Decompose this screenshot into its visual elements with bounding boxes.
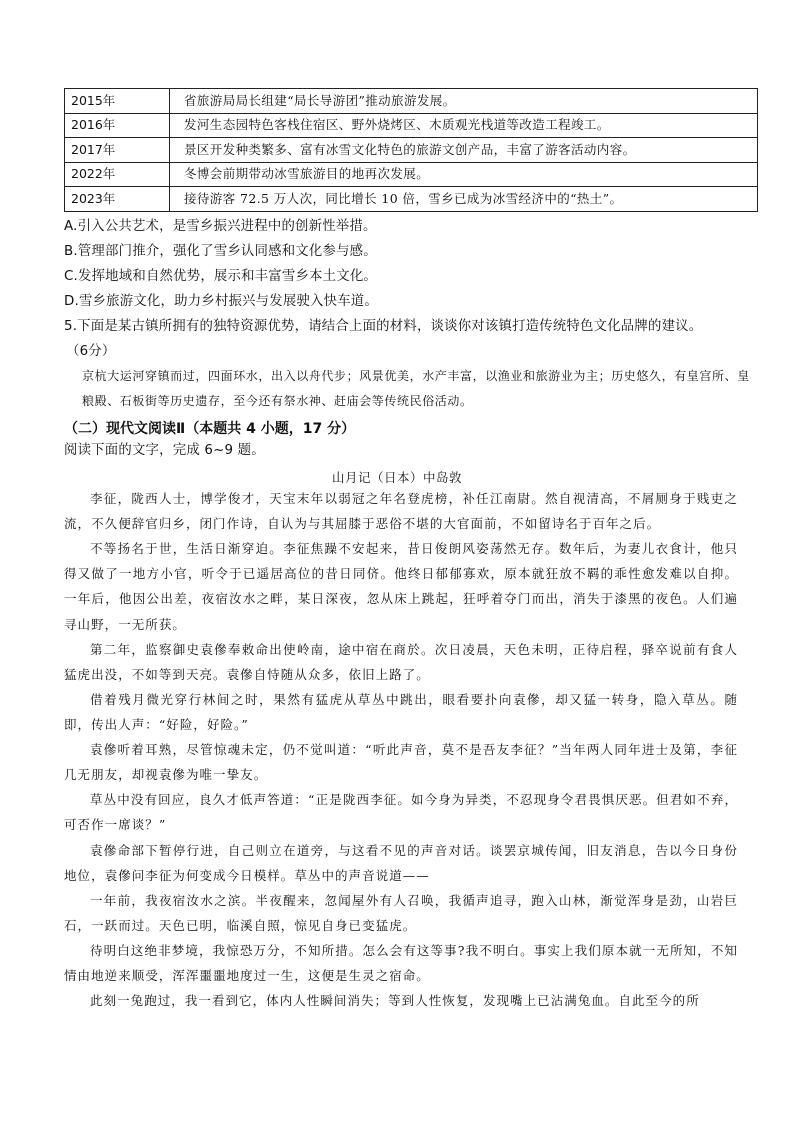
section-title: （二）现代文阅读Ⅱ（本题共 4 小题，17 分）	[64, 421, 356, 437]
option-c: C.发挥地域和自然优势，展示和丰富雪乡本土文化。	[64, 269, 377, 284]
timeline-row	[65, 138, 758, 163]
passage-paragraph-3: 第二年，监察御史袁傪奉敕命出使岭南，途中宿在商於。次日凌晨，天色未明，正待启程，驿卒说前有食人猛虎出没，不如等到天亮。袁傪自恃随从众多，依旧上路了。	[64, 642, 738, 683]
passage-paragraph-10: 此刻一兔跑过，我一看到它，体内人性瞬间消失；等到人性恢复，发现嘴上已沾满兔血。自此至今的所	[90, 993, 700, 1008]
question-5: 5.下面是某古镇所拥有的独特资源优势，请结合上面的材料，谈谈你对该镇打造传统特色文化品牌的建议。	[64, 319, 703, 334]
timeline-table	[64, 88, 758, 212]
passage-paragraph-4: 借着残月微光穿行林间之时，果然有猛虎从草丛中跳出，眼看要扑向袁傪，却又猛一转身，隐入草丛。随即，传出人声：“好险，好险。”	[64, 692, 738, 733]
timeline-year: 2017年	[65, 138, 170, 163]
instruction: 阅读下面的文字，完成 6~9 题。	[64, 443, 265, 458]
passage-paragraph-2: 不等扬名于世，生活日渐穿迫。李征焦躁不安起来，昔日俊朗风姿荡然无存。数年后，为妻儿衣食计，他只得又做了一地方小官，听令于已遥居高位的昔日同侪。他终日郁郁寡欢，原本就狂放不羁的乖性愈发难以自抑。一年后，他因公出差，夜宿汝水之畔，某日深夜，忽从床上跳起，狂呼着夺门而出，消失于漆黑的夜色。人们遍寻山野，一无所获。	[64, 541, 738, 632]
timeline-year: 2016年	[65, 113, 170, 138]
option-d: D.雪乡旅游文化，助力乡村振兴与发展驶入快车道。	[64, 294, 378, 309]
timeline-year: 2015年	[65, 89, 170, 114]
passage-title: 山月记（日本）中岛敦	[331, 470, 462, 485]
timeline-row	[65, 113, 758, 138]
passage-paragraph-6: 草丛中没有回应，良久才低声答道：“正是陇西李征。如今身为异类，不忍现身令君畏惧厌恶。但君如不弃，可否作一席谈？”	[64, 792, 738, 833]
passage-paragraph-5: 袁傪听着耳熟，尽管惊魂未定，仍不觉叫道：“听此声音，莫不是吾友李征？”当年两人同年进士及第，李征几无朋友，却视袁傪为唯一挚友。	[64, 742, 738, 783]
passage-paragraph-8: 一年前，我夜宿汝水之滨。半夜醒来，忽闻屋外有人召唤，我循声追寻，跑入山林，渐觉浑身是劲，山岩巨石，一跃而过。天色已明，临溪自照，惊见自身已变猛虎。	[64, 893, 738, 934]
passage-paragraph-1: 李征，陇西人士，博学俊才，天宝末年以弱冠之年名登虎榜，补任江南尉。然自视清高，不屑厕身于贱吏之流，不久便辞官归乡，闭门作诗，自认为与其屈膝于恶俗不堪的大官面前，不如留诗名于百年之后。	[64, 491, 738, 532]
timeline-row	[65, 89, 758, 114]
material-box: 京杭大运河穿镇而过，四面环水，出入以舟代步；风景优美，水产丰富，以渔业和旅游业为主；历史悠久，有皇宫所、皇粮殿、石板街等历史遗存，至今还有祭水神、赶庙会等传统民俗活动。	[82, 369, 750, 408]
option-a: A.引入公共艺术，是雪乡振兴进程中的创新性举措。	[64, 219, 377, 234]
timeline-event: 接待游客 72.5 万人次，同比增长 10 倍，雪乡已成为冰雪经济中的“热土”。	[170, 187, 758, 212]
passage-paragraph-7: 袁傪命部下暂停行进，自己则立在道旁，与这看不见的声音对话。谈罢京城传闻，旧友消息，告以今日身份地位，袁傪问李征为何变成今日模样。草丛中的声音说道——	[64, 843, 738, 884]
timeline-row	[65, 187, 758, 212]
timeline-year: 2022年	[65, 162, 170, 187]
timeline-event: 景区开发种类繁多、富有冰雪文化特色的旅游文创产品，丰富了游客活动内容。	[170, 138, 758, 163]
question-5-score: （6分）	[66, 344, 116, 359]
option-b: B.管理部门推介，强化了雪乡认同感和文化参与感。	[64, 244, 377, 259]
timeline-event: 冬博会前期带动冰雪旅游目的地再次发展。	[170, 162, 758, 187]
timeline-event: 发河生态园特色客栈住宿区、野外烧烤区、木质观光栈道等改造工程竣工。	[170, 113, 758, 138]
timeline-year: 2023年	[65, 187, 170, 212]
timeline-event: 省旅游局局长组建“局长导游团”推动旅游发展。	[170, 89, 758, 114]
timeline-row	[65, 162, 758, 187]
passage-paragraph-9: 待明白这绝非梦境，我惊恐万分，不知所措。怎么会有这等事?我不明白。事实上我们原本就一无所知，不知情由地逆来顺受，浑浑噩噩地度过一生，这便是生灵之宿命。	[64, 943, 738, 984]
